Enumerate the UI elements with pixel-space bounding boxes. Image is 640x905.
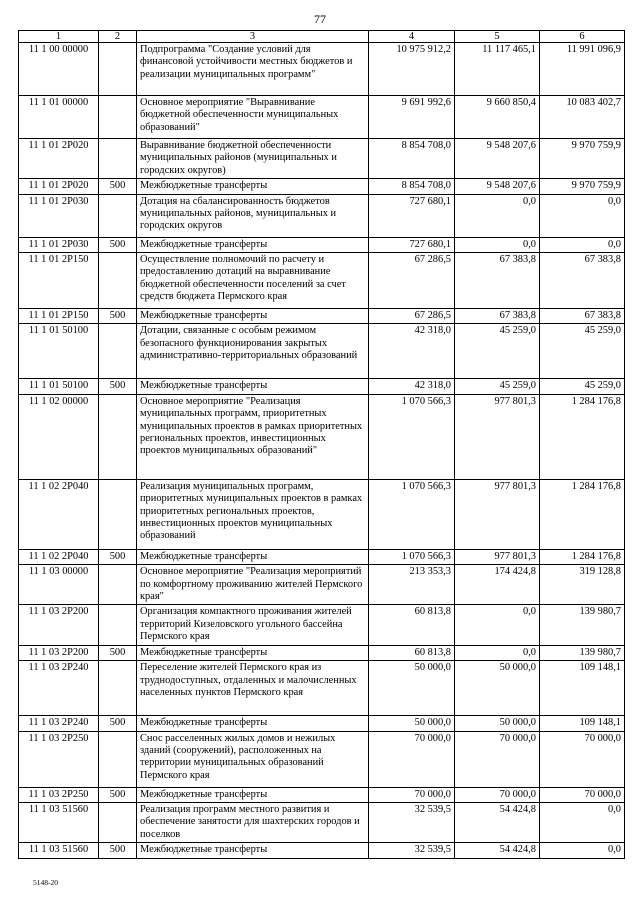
row-value-year1: 70 000,0 <box>369 731 455 787</box>
row-name: Основное мероприятие "Выравнивание бюджетной обеспеченности муниципальных образований" <box>137 96 369 139</box>
row-expense-type: 500 <box>99 379 137 394</box>
row-value-year3: 0,0 <box>540 843 625 858</box>
row-value-year3: 1 284 176,8 <box>540 549 625 564</box>
column-header-2: 2 <box>99 31 137 43</box>
row-expense-type: 500 <box>99 716 137 731</box>
row-value-year2: 0,0 <box>455 194 540 237</box>
row-expense-type <box>99 43 137 96</box>
row-value-year2: 67 383,8 <box>455 309 540 324</box>
row-expense-type: 500 <box>99 179 137 194</box>
table-row <box>19 479 625 549</box>
row-value-year3: 1 284 176,8 <box>540 394 625 479</box>
table-row <box>19 565 625 605</box>
row-code: 11 1 01 2Р150 <box>19 309 99 324</box>
row-value-year2: 45 259,0 <box>455 324 540 379</box>
table-body <box>19 43 625 859</box>
row-value-year1: 50 000,0 <box>369 661 455 716</box>
page-number: 77 <box>314 12 326 26</box>
column-header-5: 5 <box>455 31 540 43</box>
row-name: Подпрограмма "Создание условий для финансовой устойчивости местных бюджетов и реализации муниципальных программ" <box>137 43 369 96</box>
column-header-4: 4 <box>369 31 455 43</box>
row-code: 11 1 01 2Р020 <box>19 139 99 179</box>
table-row <box>19 394 625 479</box>
table-row <box>19 605 625 645</box>
column-header-3: 3 <box>137 31 369 43</box>
row-name: Осуществление полномочий по расчету и предоставлению дотаций на выравнивание бюджетной обеспеченности поселений за счет средств бюджета Пермского края <box>137 253 369 309</box>
row-code: 11 1 02 2Р040 <box>19 479 99 549</box>
row-value-year1: 60 813,8 <box>369 605 455 645</box>
row-value-year2: 0,0 <box>455 645 540 660</box>
row-value-year1: 42 318,0 <box>369 379 455 394</box>
row-name: Организация компактного проживания жителей территорий Кизеловского угольного бассейна Пермского края <box>137 605 369 645</box>
row-value-year1: 8 854 708,0 <box>369 139 455 179</box>
row-value-year1: 67 286,5 <box>369 253 455 309</box>
row-value-year2: 50 000,0 <box>455 716 540 731</box>
row-value-year1: 60 813,8 <box>369 645 455 660</box>
row-expense-type <box>99 96 137 139</box>
row-value-year3: 109 148,1 <box>540 716 625 731</box>
row-value-year2: 70 000,0 <box>455 731 540 787</box>
row-value-year2: 70 000,0 <box>455 787 540 802</box>
row-name: Межбюджетные трансферты <box>137 179 369 194</box>
row-value-year3: 70 000,0 <box>540 787 625 802</box>
row-name: Межбюджетные трансферты <box>137 237 369 252</box>
row-value-year1: 32 539,5 <box>369 843 455 858</box>
table-row <box>19 645 625 660</box>
row-value-year1: 8 854 708,0 <box>369 179 455 194</box>
table-row <box>19 843 625 858</box>
row-value-year2: 50 000,0 <box>455 661 540 716</box>
row-expense-type <box>99 661 137 716</box>
row-name: Дотации, связанные с особым режимом безопасного функционирования закрытых административно-территориальных образований <box>137 324 369 379</box>
row-name: Основное мероприятие "Реализация мероприятий по комфортному проживанию жителей Пермского края" <box>137 565 369 605</box>
row-value-year2: 0,0 <box>455 605 540 645</box>
table-row <box>19 716 625 731</box>
row-value-year1: 67 286,5 <box>369 309 455 324</box>
row-value-year3: 11 991 096,9 <box>540 43 625 96</box>
row-expense-type <box>99 394 137 479</box>
table-row <box>19 802 625 842</box>
row-value-year3: 0,0 <box>540 802 625 842</box>
row-value-year1: 42 318,0 <box>369 324 455 379</box>
row-name: Межбюджетные трансферты <box>137 716 369 731</box>
row-value-year3: 9 970 759,9 <box>540 139 625 179</box>
row-code: 11 1 01 00000 <box>19 96 99 139</box>
row-value-year3: 139 980,7 <box>540 645 625 660</box>
row-expense-type: 500 <box>99 237 137 252</box>
row-value-year2: 977 801,3 <box>455 479 540 549</box>
row-name: Снос расселенных жилых домов и нежилых зданий (сооружений), расположенных на территории муниципальных образований Пермского края <box>137 731 369 787</box>
row-value-year2: 9 548 207,6 <box>455 139 540 179</box>
row-value-year1: 1 070 566,3 <box>369 549 455 564</box>
row-expense-type <box>99 565 137 605</box>
row-value-year2: 977 801,3 <box>455 394 540 479</box>
table-row <box>19 549 625 564</box>
row-value-year3: 139 980,7 <box>540 605 625 645</box>
table-row <box>19 194 625 237</box>
row-code: 11 1 01 2Р020 <box>19 179 99 194</box>
row-value-year1: 9 691 992,6 <box>369 96 455 139</box>
row-value-year2: 67 383,8 <box>455 253 540 309</box>
row-value-year3: 319 128,8 <box>540 565 625 605</box>
row-value-year2: 45 259,0 <box>455 379 540 394</box>
row-value-year3: 109 148,1 <box>540 661 625 716</box>
row-value-year1: 727 680,1 <box>369 237 455 252</box>
budget-table <box>18 30 625 859</box>
table-row <box>19 309 625 324</box>
row-name: Межбюджетные трансферты <box>137 309 369 324</box>
row-expense-type <box>99 802 137 842</box>
row-code: 11 1 02 00000 <box>19 394 99 479</box>
table-header <box>19 31 625 43</box>
row-value-year3: 45 259,0 <box>540 379 625 394</box>
row-code: 11 1 03 51560 <box>19 843 99 858</box>
row-name: Основное мероприятие "Реализация муниципальных программ, приоритетных муниципальных проектов в рамках приоритетных региональных проектов, инвестиционных проектов муниципальных образований" <box>137 394 369 479</box>
row-value-year3: 70 000,0 <box>540 731 625 787</box>
row-value-year2: 9 660 850,4 <box>455 96 540 139</box>
row-name: Межбюджетные трансферты <box>137 787 369 802</box>
table-row <box>19 96 625 139</box>
row-expense-type <box>99 253 137 309</box>
document-code: 5148-20 <box>33 878 58 887</box>
table-row <box>19 237 625 252</box>
row-value-year3: 45 259,0 <box>540 324 625 379</box>
row-value-year2: 11 117 465,1 <box>455 43 540 96</box>
row-name: Реализация программ местного развития и обеспечение занятости для шахтерских городов и поселков <box>137 802 369 842</box>
row-value-year2: 54 424,8 <box>455 843 540 858</box>
row-value-year3: 67 383,8 <box>540 253 625 309</box>
row-name: Дотация на сбалансированность бюджетов муниципальных районов, муниципальных и городских округов <box>137 194 369 237</box>
row-code: 11 1 03 2Р240 <box>19 661 99 716</box>
row-code: 11 1 01 2Р030 <box>19 194 99 237</box>
row-code: 11 1 02 2Р040 <box>19 549 99 564</box>
row-expense-type: 500 <box>99 549 137 564</box>
row-code: 11 1 03 2Р200 <box>19 645 99 660</box>
row-expense-type <box>99 605 137 645</box>
row-code: 11 1 01 2Р150 <box>19 253 99 309</box>
row-expense-type <box>99 139 137 179</box>
table-row <box>19 731 625 787</box>
row-value-year3: 67 383,8 <box>540 309 625 324</box>
row-value-year1: 213 353,3 <box>369 565 455 605</box>
row-value-year1: 1 070 566,3 <box>369 394 455 479</box>
row-name: Выравнивание бюджетной обеспеченности муниципальных районов (муниципальных и городских округов) <box>137 139 369 179</box>
row-name: Межбюджетные трансферты <box>137 379 369 394</box>
table-row <box>19 43 625 96</box>
row-value-year1: 50 000,0 <box>369 716 455 731</box>
row-value-year1: 70 000,0 <box>369 787 455 802</box>
row-expense-type <box>99 324 137 379</box>
row-value-year1: 727 680,1 <box>369 194 455 237</box>
row-name: Реализация муниципальных программ, приоритетных муниципальных проектов в рамках приоритетных региональных проектов, инвестиционных проектов муниципальных образований <box>137 479 369 549</box>
table-row <box>19 661 625 716</box>
row-expense-type: 500 <box>99 645 137 660</box>
row-value-year3: 1 284 176,8 <box>540 479 625 549</box>
row-name: Межбюджетные трансферты <box>137 645 369 660</box>
table-row <box>19 379 625 394</box>
row-value-year3: 10 083 402,7 <box>540 96 625 139</box>
row-expense-type: 500 <box>99 309 137 324</box>
row-value-year2: 0,0 <box>455 237 540 252</box>
row-value-year3: 0,0 <box>540 194 625 237</box>
row-value-year1: 1 070 566,3 <box>369 479 455 549</box>
row-name: Межбюджетные трансферты <box>137 843 369 858</box>
row-code: 11 1 01 50100 <box>19 379 99 394</box>
row-code: 11 1 03 2Р250 <box>19 787 99 802</box>
row-value-year2: 54 424,8 <box>455 802 540 842</box>
column-header-1: 1 <box>19 31 99 43</box>
table-row <box>19 139 625 179</box>
table-row <box>19 253 625 309</box>
row-code: 11 1 00 00000 <box>19 43 99 96</box>
row-expense-type <box>99 731 137 787</box>
row-value-year2: 977 801,3 <box>455 549 540 564</box>
row-value-year2: 174 424,8 <box>455 565 540 605</box>
row-code: 11 1 03 00000 <box>19 565 99 605</box>
row-code: 11 1 03 2Р240 <box>19 716 99 731</box>
table-row <box>19 787 625 802</box>
row-expense-type <box>99 194 137 237</box>
table-row <box>19 324 625 379</box>
row-value-year1: 32 539,5 <box>369 802 455 842</box>
table-row <box>19 179 625 194</box>
row-expense-type: 500 <box>99 787 137 802</box>
row-value-year3: 0,0 <box>540 237 625 252</box>
row-code: 11 1 01 50100 <box>19 324 99 379</box>
column-header-6: 6 <box>540 31 625 43</box>
row-name: Переселение жителей Пермского края из труднодоступных, отдаленных и малочисленных населенных пунктов Пермского края <box>137 661 369 716</box>
row-code: 11 1 03 2Р250 <box>19 731 99 787</box>
row-code: 11 1 01 2Р030 <box>19 237 99 252</box>
row-value-year1: 10 975 912,2 <box>369 43 455 96</box>
row-code: 11 1 03 2Р200 <box>19 605 99 645</box>
row-value-year2: 9 548 207,6 <box>455 179 540 194</box>
row-expense-type: 500 <box>99 843 137 858</box>
row-name: Межбюджетные трансферты <box>137 549 369 564</box>
row-expense-type <box>99 479 137 549</box>
row-value-year3: 9 970 759,9 <box>540 179 625 194</box>
row-code: 11 1 03 51560 <box>19 802 99 842</box>
